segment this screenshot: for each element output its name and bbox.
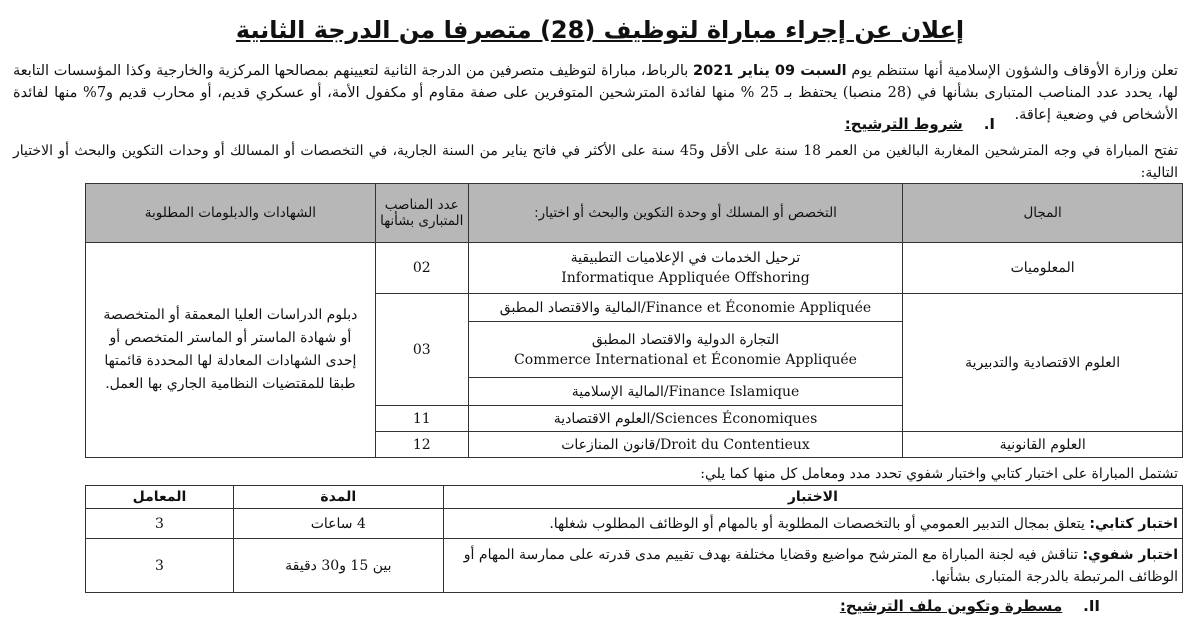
exam-intro: تشتمل المباراة على اختبار كتابي واختبار شفوي تحدد مدد ومعامل كل منها كما يلي:: [700, 466, 1178, 482]
specialty-cell: Finance Islamique/المالية الإسلامية: [468, 378, 903, 406]
table-row: [86, 243, 1183, 294]
table-row: [86, 509, 1183, 539]
posts-cell: 03: [375, 294, 468, 406]
specialty-fr: Informatique Appliquée Offshoring: [561, 270, 810, 286]
exam-date: السبت 09 يناير 2021: [693, 63, 847, 79]
coef-cell: 3: [86, 509, 234, 539]
exam-text: تناقش فيه لجنة المباراة مع المترشح مواضيع وقضايا مختلفة بهدف تقييم مدى قدرته على ممارسة المهام أو الوظائف المرتبطة بالدرجة المتبارى بشأنها.: [463, 546, 1178, 585]
section-heading-conditions: [845, 114, 995, 134]
table-row: [86, 539, 1183, 593]
exam-text: يتعلق بمجال التدبير العمومي أو بالتخصصات المطلوبة أو بالمهام أو الوظائف المطلوب شغلها.: [549, 515, 1090, 532]
exam-label: اختبار شفوي:: [1082, 546, 1178, 563]
header-duration: المدة: [233, 486, 443, 509]
posts-cell: 11: [375, 406, 468, 432]
specialty-ar: ترحيل الخدمات في الإعلاميات التطبيقية: [570, 250, 801, 266]
section-number: I.: [983, 115, 995, 133]
header-field: المجال: [903, 184, 1183, 243]
section-title: مسطرة وتكوين ملف الترشيح:: [839, 597, 1063, 615]
section-number: II.: [1083, 597, 1100, 615]
section-title: شروط الترشيح:: [844, 115, 963, 133]
intro-paragraph: [13, 60, 1178, 126]
diploma-cell: دبلوم الدراسات العليا المعمقة أو المتخصصة أو شهادة الماستر أو الماستر المتخصص أو إحدى الشهادات المعادلة لها المحددة قائمتها طبقا للمقتضيات النظامية الجاري بها العمل.: [86, 243, 376, 458]
duration-cell: 4 ساعات: [233, 509, 443, 539]
specialty-cell: Droit du Contentieux/قانون المنازعات: [468, 432, 903, 458]
duration-cell: بين 15 و30 دقيقة: [233, 539, 443, 593]
specialty-cell: [468, 322, 903, 378]
header-posts: عدد المناصب المتبارى بشأنها: [375, 184, 468, 243]
header-exam: الاختبار: [443, 486, 1182, 509]
header-diplomas: الشهادات والدبلومات المطلوبة: [86, 184, 376, 243]
header-specialty: التخصص أو المسلك أو وحدة التكوين والبحث أو اختيار:: [468, 184, 903, 243]
table-header-row: [86, 184, 1183, 243]
header-coef: المعامل: [86, 486, 234, 509]
specialty-ar: التجارة الدولية والاقتصاد المطبق: [591, 331, 780, 348]
intro-text-2: بالرباط، مباراة لتوظيف متصرفين من الدرجة الثانية لتعيينهم بمصالحها المركزية والخارجية وكذا المؤسسات التابعة لها، يحدد عدد المناصب المتبارى بشأنها في (28 منصبا) يحتفظ بـ 25 % منها لفائدة المترشحين المتوفرين على صفة مقاوم أو مكفول الأمة، أو عسكري قديم، أو محارب قديم و7% منها لفائدة الأشخاص في وضعية إعاقة.: [13, 63, 1178, 123]
field-cell: المعلوميات: [903, 243, 1183, 294]
intro-text-1: تعلن وزارة الأوقاف والشؤون الإسلامية أنها ستنظم يوم: [846, 63, 1179, 79]
page-title: إعلان عن إجراء مباراة لتوظيف (28) متصرفا من الدرجة الثانية: [235, 16, 965, 44]
table-header-row: [86, 486, 1183, 509]
specialty-fr: Commerce International et Économie Appliquée: [514, 351, 857, 368]
specialties-table: [85, 183, 1183, 458]
coef-cell: 3: [86, 539, 234, 593]
field-cell: العلوم الاقتصادية والتدبيرية: [903, 294, 1183, 432]
exam-label: اختبار كتابي:: [1089, 515, 1178, 532]
posts-cell: 02: [375, 243, 468, 294]
exam-desc: [443, 509, 1182, 539]
conditions-paragraph: تفتح المباراة في وجه المترشحين المغاربة البالغين من العمر 18 سنة على الأقل و45 سنة على الأكثر في فاتح يناير من السنة الجارية، في التخصصات أو المسالك أو وحدات التكوين والبحث أو الاختيار التالية:: [13, 143, 1178, 181]
exam-table: [85, 485, 1183, 593]
exam-desc: [443, 539, 1182, 593]
specialty-cell: Finance et Économie Appliquée/المالية والاقتصاد المطبق: [468, 294, 903, 322]
section-heading-procedure: [840, 596, 1100, 616]
field-cell: العلوم القانونية: [903, 432, 1183, 458]
posts-cell: 12: [375, 432, 468, 458]
specialty-cell: [468, 243, 903, 294]
specialty-cell: Sciences Économiques/العلوم الاقتصادية: [468, 406, 903, 432]
